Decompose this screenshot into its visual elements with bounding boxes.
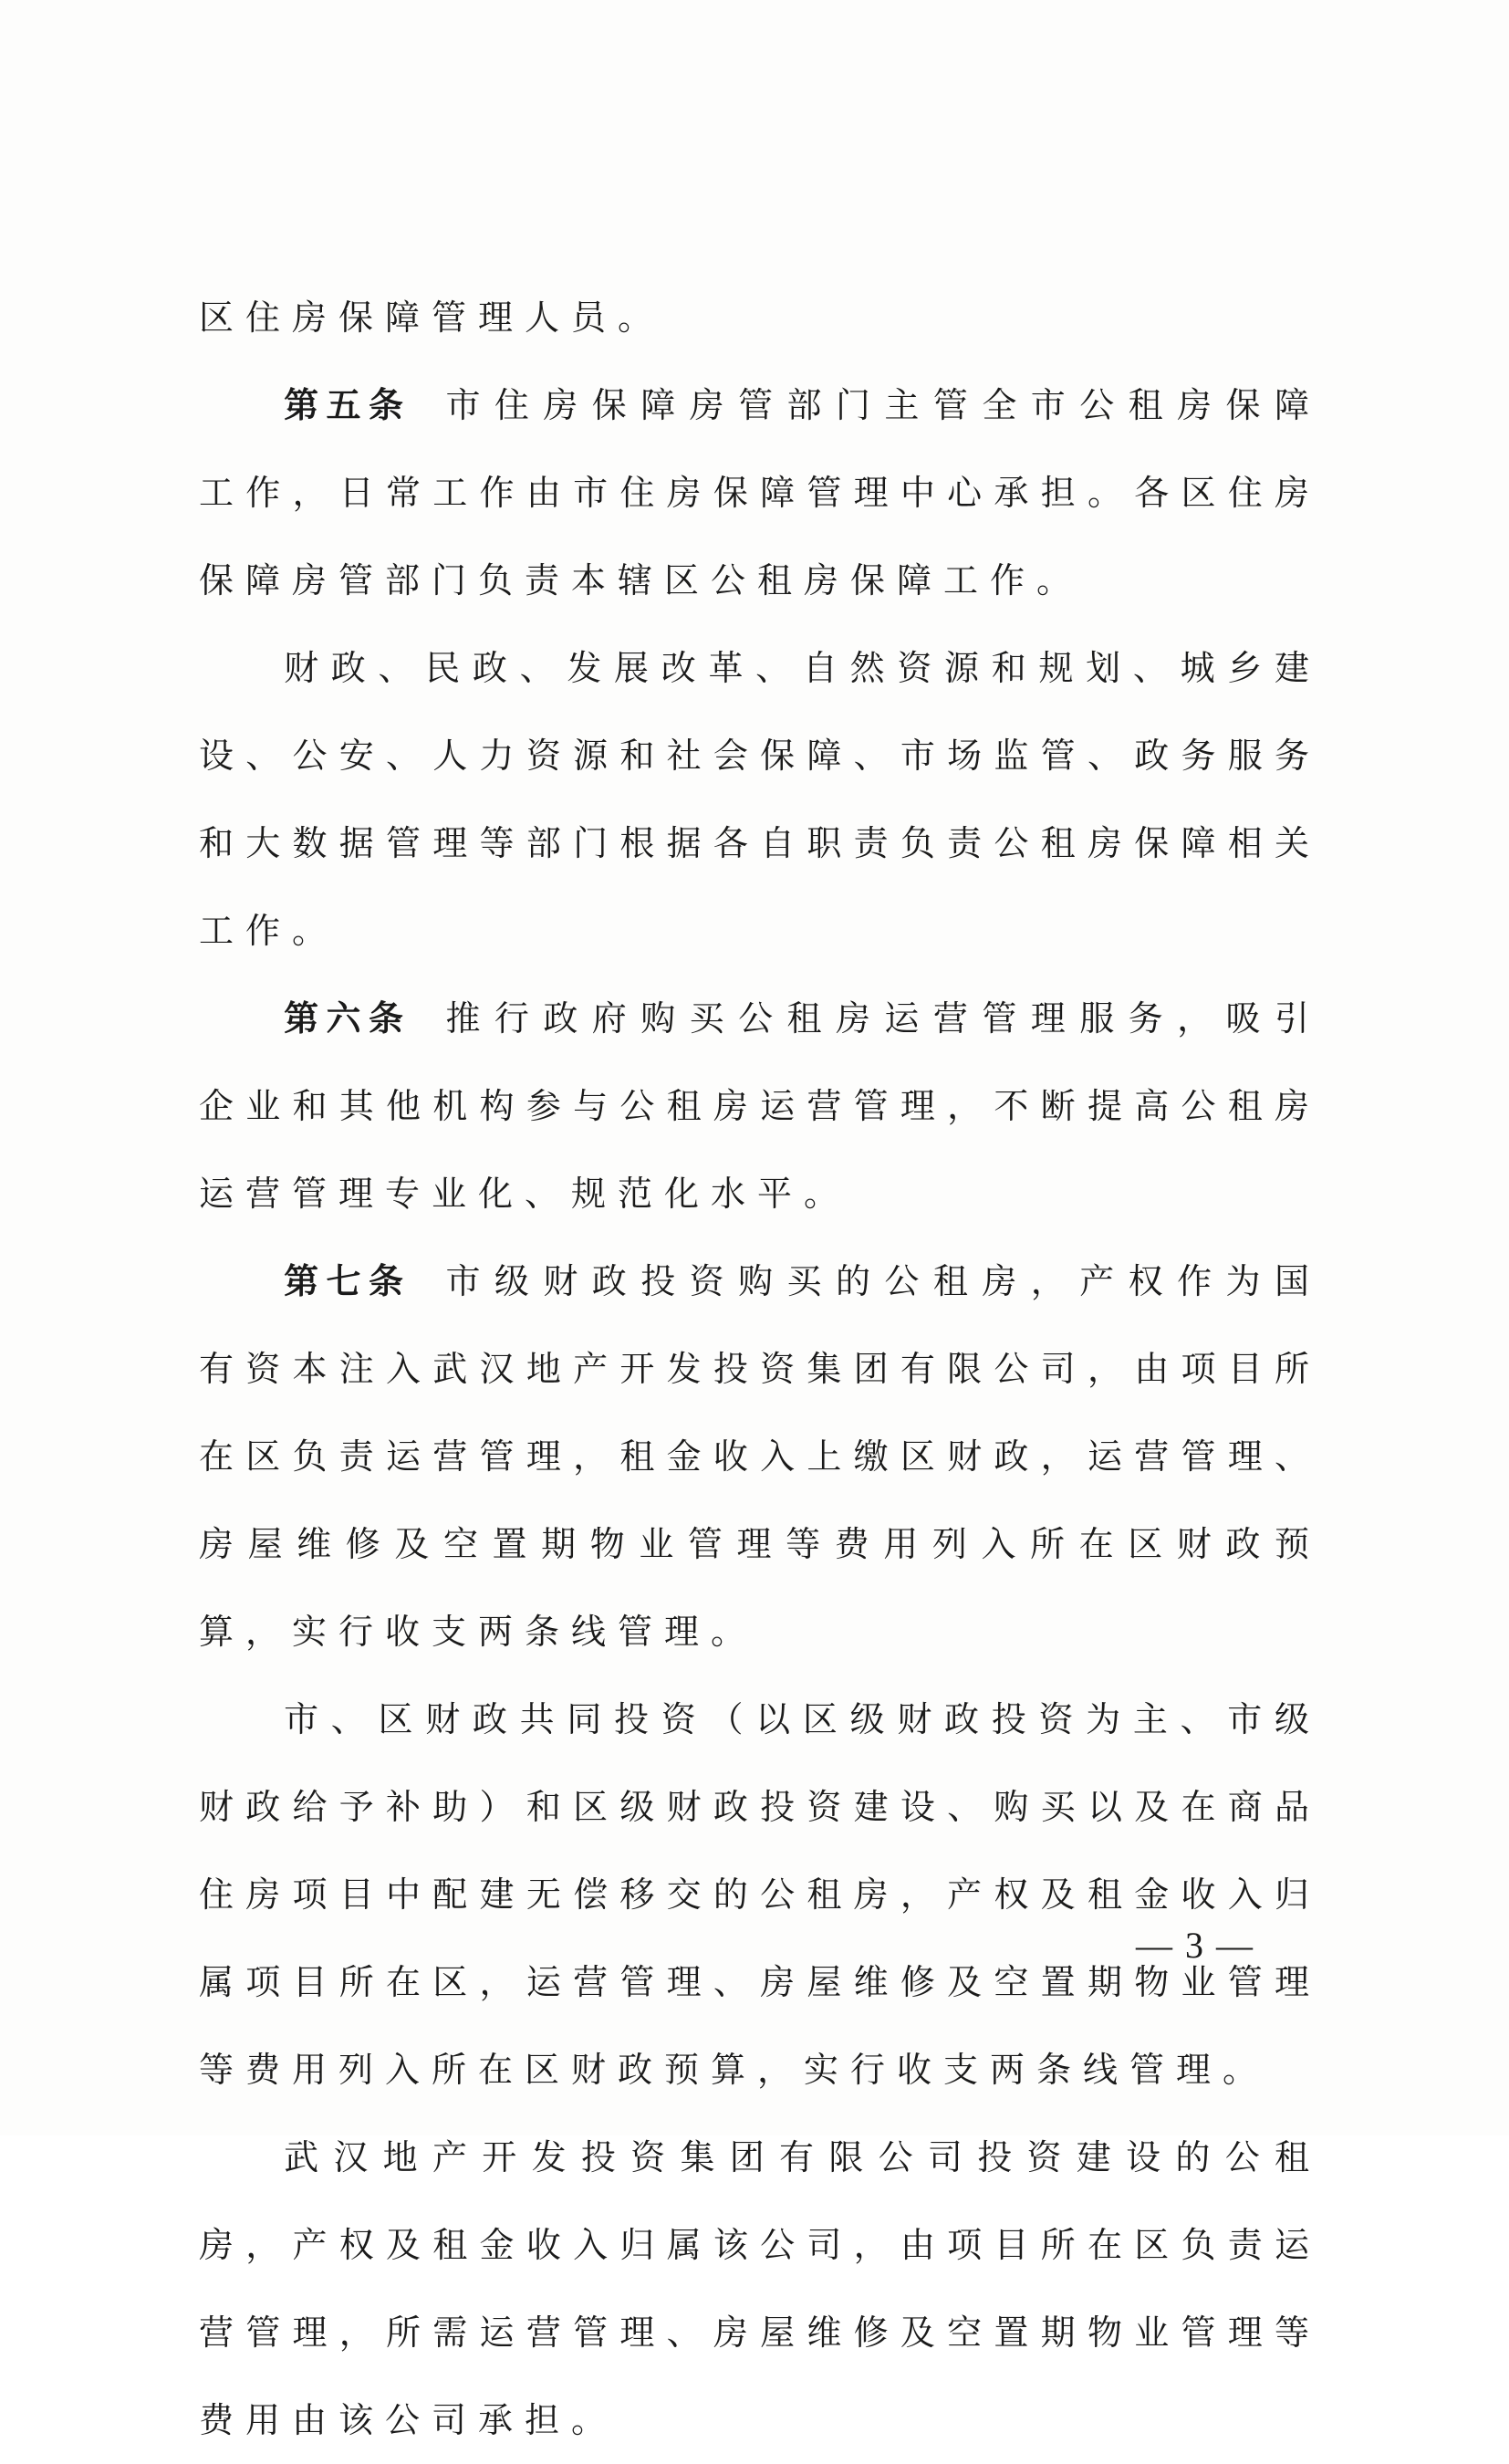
paragraph-text: 推行政府购买公租房运营管理服务，吸引企业和其他机构参与公租房运营管理，不断提高公租房运营管理专业化、规范化水平。 — [199, 998, 1321, 1214]
paragraph-text: 区住房保障管理人员。 — [199, 298, 665, 338]
article-5 — [199, 361, 1321, 624]
paragraph-text: 市住房保障房管部门主管全市公租房保障工作，日常工作由市住房保障管理中心承担。各区住房保障房管部门负责本辖区公租房保障工作。 — [199, 385, 1321, 600]
paragraph-continuation — [199, 274, 1321, 361]
document-body — [199, 274, 1321, 2464]
article-7-paragraph-2 — [199, 1676, 1321, 2114]
article-7-paragraph-3 — [199, 2114, 1321, 2464]
article-6 — [199, 975, 1321, 1237]
paragraph-text: 武汉地产开发投资集团有限公司投资建设的公租房，产权及租金收入归属该公司，由项目所在区负责运营管理，所需运营管理、房屋维修及空置期物业管理等费用由该公司承担。 — [199, 2137, 1321, 2440]
page-number: — 3 — — [1136, 1925, 1254, 1966]
article-number: 第六条 — [284, 998, 411, 1039]
paragraph-text: 市、区财政共同投资（以区级财政投资为主、市级财政给予补助）和区级财政投资建设、购买以及在商品住房项目中配建无偿移交的公租房，产权及租金收入归属项目所在区，运营管理、房屋维修及空置期物业管理等费用列入所在区财政预算，实行收支两条线管理。 — [199, 1699, 1321, 2090]
article-number: 第五条 — [284, 385, 411, 425]
article-number: 第七条 — [284, 1261, 411, 1301]
paragraph-text: 财政、民政、发展改革、自然资源和规划、城乡建设、公安、人力资源和社会保障、市场监管、政务服务和大数据管理等部门根据各自职责负责公租房保障相关工作。 — [199, 648, 1321, 951]
article-5-paragraph-2 — [199, 624, 1321, 975]
paragraph-text: 市级财政投资购买的公租房，产权作为国有资本注入武汉地产开发投资集团有限公司，由项目所在区负责运营管理，租金收入上缴区财政，运营管理、房屋维修及空置期物业管理等费用列入所在区财政预算，实行收支两条线管理。 — [199, 1261, 1321, 1652]
article-7 — [199, 1237, 1321, 1676]
